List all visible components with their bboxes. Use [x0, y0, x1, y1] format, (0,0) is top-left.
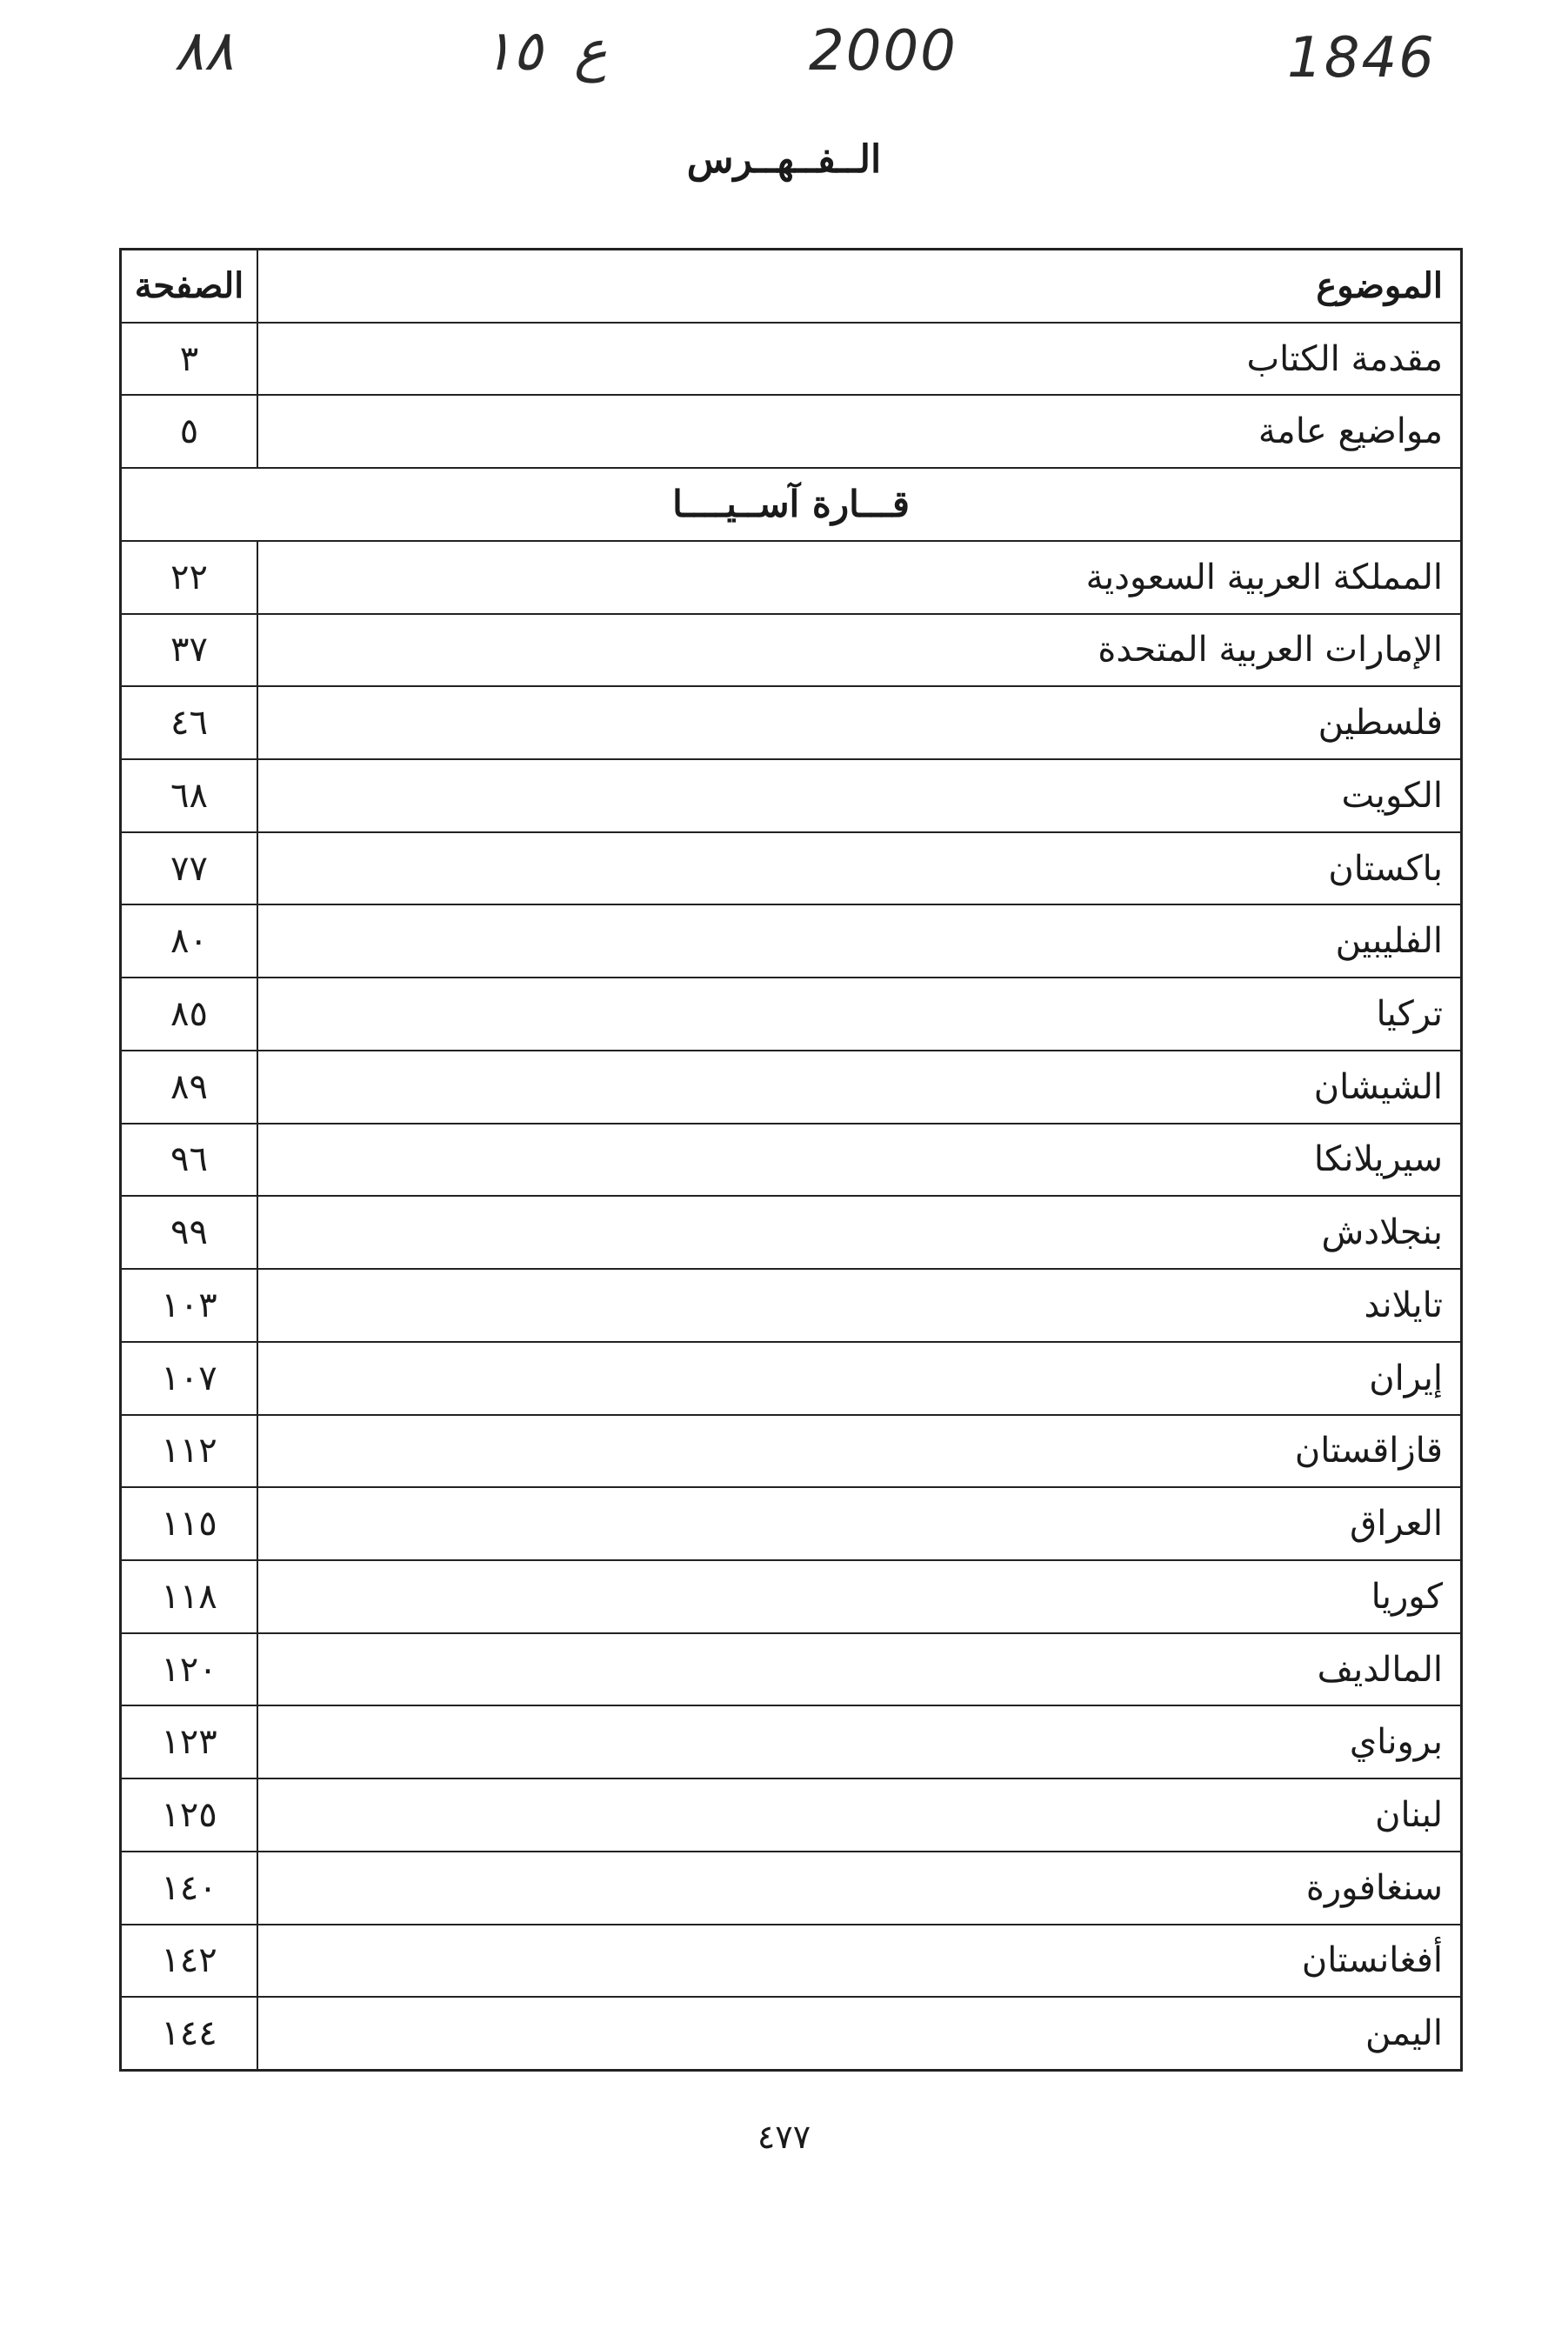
topic-cell: الفليبين — [257, 904, 1462, 978]
page-cell: ٩٩ — [121, 1196, 258, 1269]
page-number: ٤٧٧ — [757, 2118, 811, 2156]
page-cell: ٣٧ — [121, 614, 258, 687]
table-row — [121, 1196, 1462, 1269]
table-row — [121, 1997, 1462, 2070]
topic-cell: أفغانستان — [257, 1925, 1462, 1998]
table-row — [121, 686, 1462, 759]
table-of-contents — [119, 248, 1463, 2072]
page-cell: ٤٦ — [121, 686, 258, 759]
table-row — [121, 1269, 1462, 1342]
handwritten-note: ١٥ — [483, 19, 543, 83]
handwritten-note: 2000 — [809, 19, 957, 83]
table-row — [121, 1560, 1462, 1633]
table-row — [121, 1925, 1462, 1998]
page-cell: ٩٦ — [121, 1124, 258, 1197]
section-row — [121, 468, 1462, 541]
table-row — [121, 759, 1462, 832]
topic-cell: تايلاند — [257, 1269, 1462, 1342]
page-cell: ١٢٥ — [121, 1778, 258, 1852]
table-row — [121, 1705, 1462, 1778]
page-cell: ٨٩ — [121, 1051, 258, 1124]
table-row — [121, 1342, 1462, 1415]
table-row — [121, 1487, 1462, 1560]
table-row — [121, 1633, 1462, 1706]
page-cell: ١١٥ — [121, 1487, 258, 1560]
table-row — [121, 614, 1462, 687]
page-cell: ١٠٣ — [121, 1269, 258, 1342]
topic-cell: الإمارات العربية المتحدة — [257, 614, 1462, 687]
topic-cell: اليمن — [257, 1997, 1462, 2070]
topic-cell: سيريلانكا — [257, 1124, 1462, 1197]
topic-cell: الكويت — [257, 759, 1462, 832]
table-row — [121, 978, 1462, 1051]
topic-cell: مقدمة الكتاب — [257, 323, 1462, 396]
page-cell: ١٢٠ — [121, 1633, 258, 1706]
topic-cell: قازاقستان — [257, 1415, 1462, 1488]
topic-cell: المملكة العربية السعودية — [257, 541, 1462, 614]
page-column-header: الصفحة — [121, 250, 258, 323]
page-cell: ١٢٣ — [121, 1705, 258, 1778]
page-cell: ٧٧ — [121, 832, 258, 905]
topic-cell: تركيا — [257, 978, 1462, 1051]
topic-cell: بروناي — [257, 1705, 1462, 1778]
page-cell: ٢٢ — [121, 541, 258, 614]
handwritten-note: ٨٨ — [174, 19, 234, 83]
topic-cell: فلسطين — [257, 686, 1462, 759]
page-title: الــفــهــرس — [686, 137, 882, 182]
page-cell: ٥ — [121, 395, 258, 468]
page-cell: ٣ — [121, 323, 258, 396]
topic-cell: مواضيع عامة — [257, 395, 1462, 468]
handwritten-note: 1846 — [1287, 26, 1436, 90]
table-row — [121, 1415, 1462, 1488]
page-cell: ٦٨ — [121, 759, 258, 832]
table-row — [121, 323, 1462, 396]
topic-cell: باكستان — [257, 832, 1462, 905]
table-row — [121, 904, 1462, 978]
topic-cell: بنجلادش — [257, 1196, 1462, 1269]
table-row — [121, 1051, 1462, 1124]
table-row — [121, 1778, 1462, 1852]
topic-cell: إيران — [257, 1342, 1462, 1415]
page-cell: ٨٠ — [121, 904, 258, 978]
table-row — [121, 832, 1462, 905]
table-row — [121, 1124, 1462, 1197]
page-cell: ١١٢ — [121, 1415, 258, 1488]
handwritten-note: ع — [574, 19, 608, 83]
page-cell: ١٠٧ — [121, 1342, 258, 1415]
page-cell: ١٤٠ — [121, 1852, 258, 1925]
page-cell: ١٤٤ — [121, 1997, 258, 2070]
section-title: قـــارة آســيــــا — [121, 468, 1462, 541]
topic-column-header: الموضوع — [257, 250, 1462, 323]
topic-cell: الشيشان — [257, 1051, 1462, 1124]
table-header-row — [121, 250, 1462, 323]
page-cell: ٨٥ — [121, 978, 258, 1051]
topic-cell: كوريا — [257, 1560, 1462, 1633]
page-cell: ١٤٢ — [121, 1925, 258, 1998]
table-row — [121, 1852, 1462, 1925]
topic-cell: لبنان — [257, 1778, 1462, 1852]
topic-cell: سنغافورة — [257, 1852, 1462, 1925]
table-row — [121, 541, 1462, 614]
page-cell: ١١٨ — [121, 1560, 258, 1633]
topic-cell: المالديف — [257, 1633, 1462, 1706]
topic-cell: العراق — [257, 1487, 1462, 1560]
table-row — [121, 395, 1462, 468]
